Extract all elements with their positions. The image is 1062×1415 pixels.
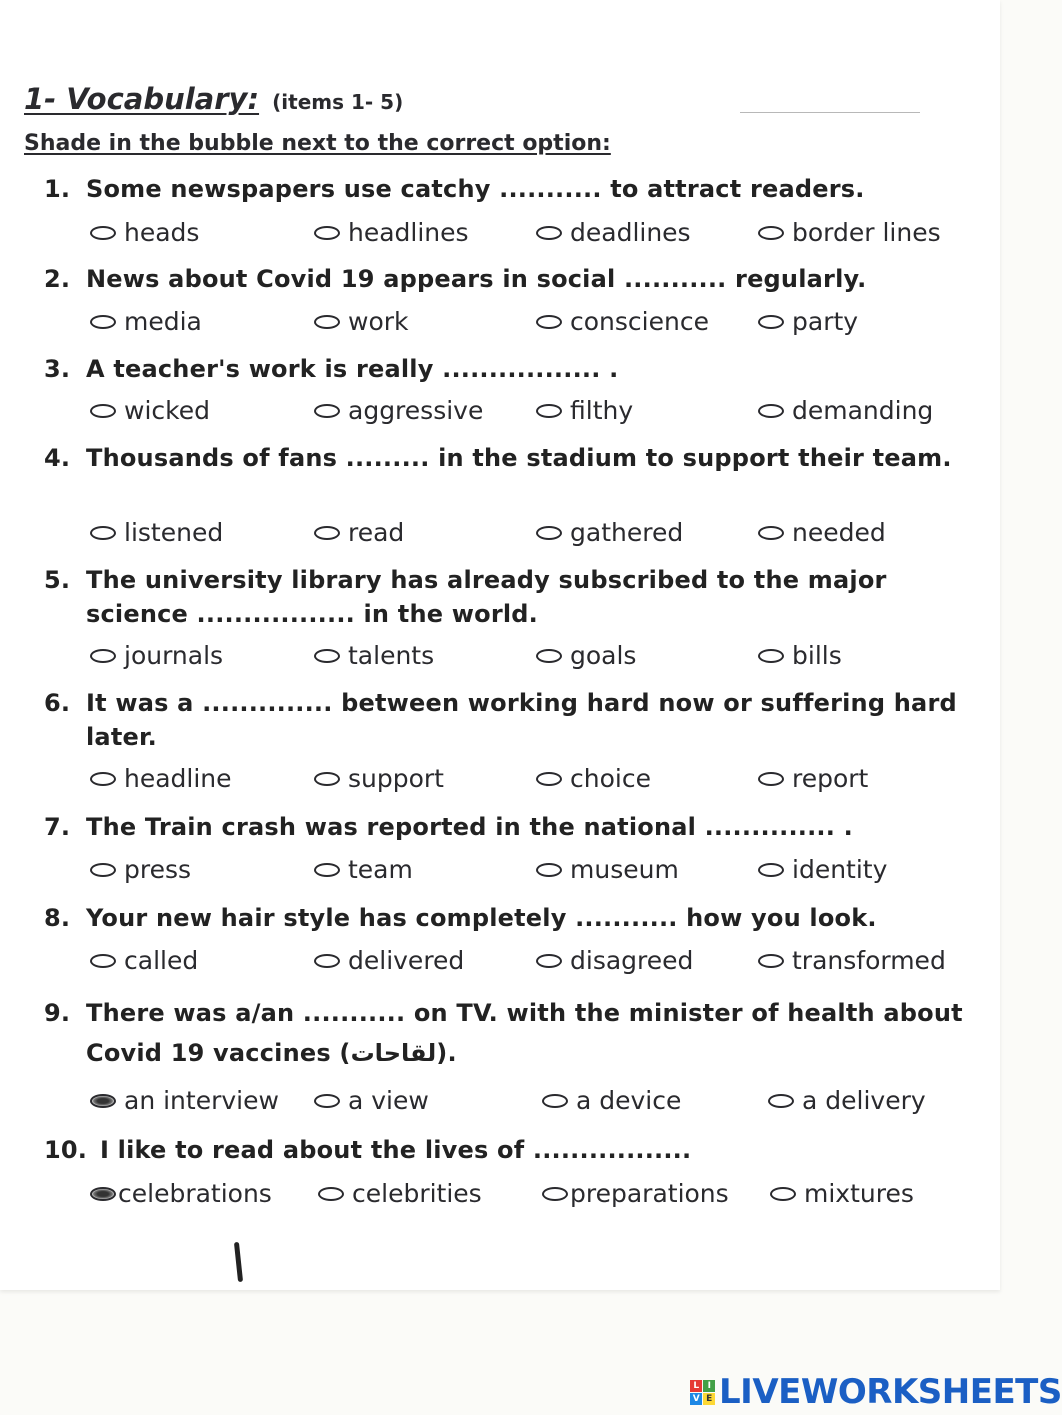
options-4	[90, 518, 980, 554]
option-label: border lines	[792, 218, 941, 247]
option-6b[interactable]	[314, 764, 444, 793]
option-8b[interactable]	[314, 946, 464, 975]
option-9b[interactable]	[314, 1086, 429, 1115]
question-9	[44, 993, 974, 1073]
option-1b[interactable]	[314, 218, 469, 247]
bubble-icon[interactable]	[314, 954, 340, 968]
options-8	[90, 946, 980, 982]
option-5c[interactable]	[536, 641, 636, 670]
option-8d[interactable]	[758, 946, 946, 975]
bubble-icon[interactable]	[90, 526, 116, 540]
option-9c[interactable]	[542, 1086, 681, 1115]
instruction-text: Shade in the bubble next to the correct option:	[24, 131, 611, 156]
bubble-icon[interactable]	[536, 772, 562, 786]
option-2c[interactable]	[536, 307, 709, 336]
option-4d[interactable]	[758, 518, 886, 547]
option-label: press	[124, 855, 192, 884]
bubble-icon[interactable]	[90, 772, 116, 786]
options-7	[90, 855, 980, 891]
option-7b[interactable]	[314, 855, 413, 884]
option-label: support	[348, 764, 444, 793]
option-label: mixtures	[804, 1179, 914, 1208]
option-label: team	[348, 855, 413, 884]
option-label: a delivery	[802, 1086, 926, 1115]
option-8a[interactable]	[90, 946, 198, 975]
option-8c[interactable]	[536, 946, 693, 975]
question-number: 2.	[44, 265, 71, 293]
question-text: News about Covid 19 appears in social ........... regularly.	[86, 265, 867, 293]
option-label: media	[124, 307, 202, 336]
option-label: museum	[570, 855, 679, 884]
bubble-icon[interactable]	[314, 404, 340, 418]
question-number: 4.	[44, 444, 71, 472]
option-4a[interactable]	[90, 518, 223, 547]
option-3a[interactable]	[90, 396, 210, 425]
option-6d[interactable]	[758, 764, 868, 793]
pencil-mark-icon	[234, 1242, 243, 1282]
bubble-icon[interactable]	[770, 1187, 796, 1201]
question-number: 8.	[44, 904, 71, 932]
option-label: wicked	[124, 396, 210, 425]
question-text: Thousands of fans ......... in the stadium to support their team.	[86, 444, 952, 472]
bubble-icon[interactable]	[536, 954, 562, 968]
option-1d[interactable]	[758, 218, 941, 247]
question-number: 10.	[44, 1136, 88, 1164]
option-label: filthy	[570, 396, 634, 425]
section-range: (items 1- 5)	[272, 90, 404, 114]
bubble-icon[interactable]	[314, 226, 340, 240]
option-5b[interactable]	[314, 641, 434, 670]
option-label: work	[348, 307, 409, 336]
bubble-icon[interactable]	[314, 863, 340, 877]
bubble-icon[interactable]	[314, 315, 340, 329]
bubble-filled-icon[interactable]	[90, 1187, 116, 1201]
bubble-icon[interactable]	[758, 772, 784, 786]
bubble-icon[interactable]	[536, 526, 562, 540]
bubble-icon[interactable]	[536, 226, 562, 240]
option-label: gathered	[570, 518, 684, 547]
bubble-icon[interactable]	[90, 226, 116, 240]
bubble-icon[interactable]	[536, 649, 562, 663]
question-text: The Train crash was reported in the national .............. .	[86, 813, 853, 841]
option-label: party	[792, 307, 859, 336]
option-9d[interactable]	[768, 1086, 926, 1115]
option-label: delivered	[348, 946, 465, 975]
bubble-icon[interactable]	[768, 1094, 794, 1108]
option-10d[interactable]	[770, 1179, 914, 1208]
section-title: 1- Vocabulary:	[24, 82, 260, 116]
option-2a[interactable]	[90, 307, 202, 336]
option-label: choice	[570, 764, 651, 793]
option-7a[interactable]	[90, 855, 191, 884]
bubble-icon[interactable]	[90, 954, 116, 968]
option-label: identity	[792, 855, 888, 884]
question-4	[44, 441, 974, 475]
bubble-icon[interactable]	[758, 954, 784, 968]
question-text: It was a .............. between working hard now or suffering hard later.	[86, 689, 957, 751]
option-label: a device	[576, 1086, 682, 1115]
option-label: bills	[792, 641, 842, 670]
bubble-icon[interactable]	[758, 863, 784, 877]
option-label: called	[124, 946, 199, 975]
logo-text: LIVEWORKSHEETS	[719, 1372, 1062, 1412]
option-2b[interactable]	[314, 307, 409, 336]
option-label: talents	[348, 641, 435, 670]
option-label: journals	[124, 641, 224, 670]
question-number: 6.	[44, 689, 71, 717]
question-3	[44, 352, 974, 386]
bubble-filled-icon[interactable]	[90, 1094, 116, 1108]
option-4b[interactable]	[314, 518, 404, 547]
option-label: a view	[348, 1086, 429, 1115]
option-label: heads	[124, 218, 200, 247]
option-3d[interactable]	[758, 396, 933, 425]
option-1c[interactable]	[536, 218, 691, 247]
option-label: listened	[124, 518, 224, 547]
bubble-icon[interactable]	[758, 315, 784, 329]
option-10a[interactable]	[90, 1179, 272, 1208]
options-9	[90, 1086, 980, 1122]
option-label: conscience	[570, 307, 709, 336]
question-number: 3.	[44, 355, 71, 383]
question-10	[44, 1133, 974, 1167]
option-3c[interactable]	[536, 396, 633, 425]
option-label: celebrations	[118, 1179, 272, 1208]
option-label: headline	[124, 764, 232, 793]
bubble-icon[interactable]	[90, 315, 116, 329]
option-label: needed	[792, 518, 886, 547]
question-2	[44, 262, 974, 296]
bubble-icon[interactable]	[542, 1187, 568, 1201]
question-1	[44, 172, 974, 206]
option-6c[interactable]	[536, 764, 651, 793]
option-label: goals	[570, 641, 637, 670]
option-4c[interactable]	[536, 518, 683, 547]
option-5d[interactable]	[758, 641, 842, 670]
question-5	[44, 563, 974, 631]
bubble-icon[interactable]	[758, 404, 784, 418]
option-label: headlines	[348, 218, 469, 247]
question-6	[44, 686, 974, 754]
bubble-icon[interactable]	[542, 1094, 568, 1108]
bubble-icon[interactable]	[314, 1094, 340, 1108]
option-1a[interactable]	[90, 218, 199, 247]
option-label: aggressive	[348, 396, 484, 425]
bubble-icon[interactable]	[90, 404, 116, 418]
option-label: demanding	[792, 396, 934, 425]
bubble-icon[interactable]	[314, 649, 340, 663]
option-label: preparations	[570, 1179, 729, 1208]
option-label: read	[348, 518, 405, 547]
question-text: The university library has already subscribed to the major science ................. in the world.	[86, 566, 887, 628]
option-label: deadlines	[570, 218, 691, 247]
question-text: Your new hair style has completely ........... how you look.	[86, 904, 877, 932]
logo-badge-icon: L I V E	[690, 1380, 715, 1405]
option-9a[interactable]	[90, 1086, 279, 1115]
question-text: Some newspapers use catchy ........... to attract readers.	[86, 175, 865, 203]
decorative-line	[740, 112, 920, 113]
option-10c[interactable]	[542, 1179, 729, 1208]
bubble-icon[interactable]	[536, 404, 562, 418]
question-number: 9.	[44, 999, 71, 1027]
options-1	[90, 218, 980, 254]
question-number: 5.	[44, 566, 71, 594]
option-7c[interactable]	[536, 855, 679, 884]
bubble-icon[interactable]	[314, 772, 340, 786]
options-10	[90, 1179, 980, 1215]
option-label: an interview	[124, 1086, 279, 1115]
option-label: disagreed	[570, 946, 694, 975]
options-2	[90, 307, 980, 343]
option-6a[interactable]	[90, 764, 232, 793]
question-number: 1.	[44, 175, 71, 203]
question-8	[44, 901, 974, 935]
question-text: I like to read about the lives of .................	[100, 1136, 692, 1164]
bubble-icon[interactable]	[536, 863, 562, 877]
bubble-icon[interactable]	[318, 1187, 344, 1201]
option-2d[interactable]	[758, 307, 858, 336]
option-7d[interactable]	[758, 855, 887, 884]
bubble-icon[interactable]	[758, 226, 784, 240]
bubble-icon[interactable]	[758, 649, 784, 663]
bubble-icon[interactable]	[758, 526, 784, 540]
options-5	[90, 641, 980, 677]
options-6	[90, 764, 980, 800]
question-text: A teacher's work is really ................. .	[86, 355, 619, 383]
option-label: transformed	[792, 946, 946, 975]
question-number: 7.	[44, 813, 71, 841]
option-5a[interactable]	[90, 641, 223, 670]
section-header	[24, 82, 403, 116]
option-label: celebrities	[352, 1179, 482, 1208]
option-label: report	[792, 764, 869, 793]
bubble-icon[interactable]	[90, 649, 116, 663]
options-3	[90, 396, 980, 432]
question-text: There was a/an ........... on TV. with the minister of health about Covid 19 vaccines (لقاحات).	[86, 999, 963, 1067]
option-3b[interactable]	[314, 396, 483, 425]
bubble-icon[interactable]	[536, 315, 562, 329]
option-10b[interactable]	[318, 1179, 482, 1208]
bubble-icon[interactable]	[314, 526, 340, 540]
liveworksheets-logo	[690, 1372, 1062, 1412]
question-7	[44, 810, 974, 844]
bubble-icon[interactable]	[90, 863, 116, 877]
